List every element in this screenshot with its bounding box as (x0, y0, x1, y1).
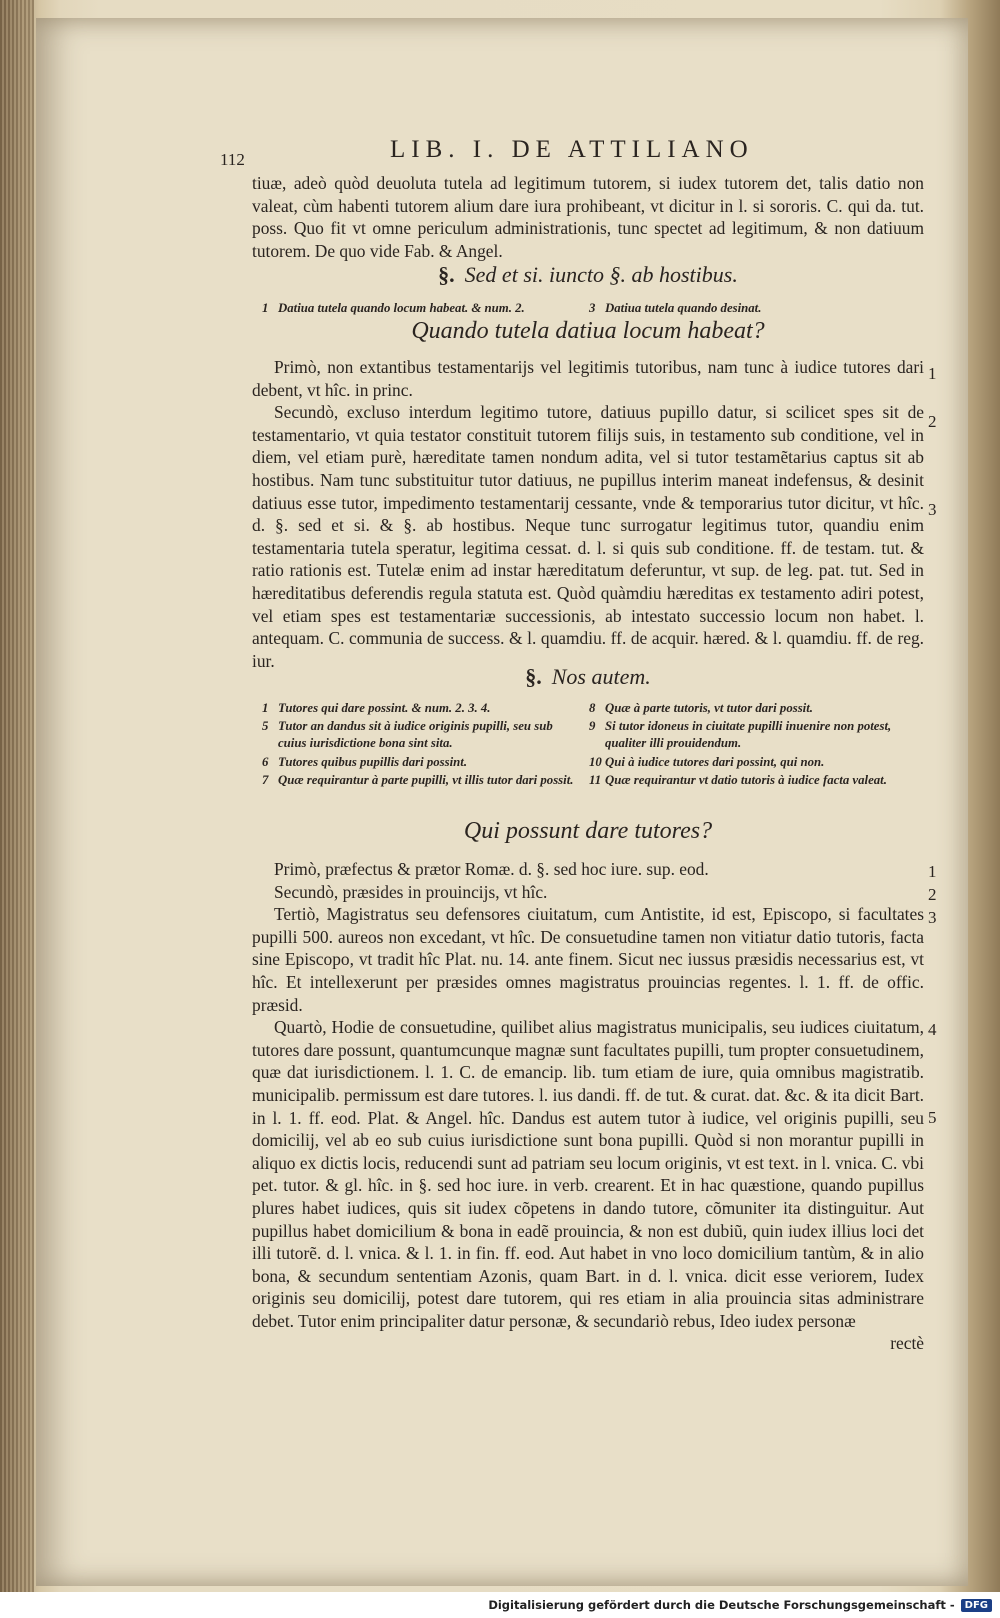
summary-item: 1 Datiua tutela quando locum habeat. & num. 2. (262, 301, 525, 315)
section-1-body (252, 356, 924, 672)
margin-number: 3 (928, 908, 937, 927)
section-heading-1 (252, 262, 924, 288)
summary-item: 5 Tutor an dandus sit à iudice originis pupilli, seu sub cuius iurisdictione bona sint sita. (262, 719, 553, 751)
section-mark: §. (438, 262, 455, 287)
summary-item: 1 Tutores qui dare possint. & num. 2. 3. 4. (262, 701, 491, 715)
summary-item: 9 Si tutor idoneus in ciuitate pupilli inuenire non potest, qualiter illi prouidendum. (589, 719, 892, 751)
footer-credit: Digitalisierung gefördert durch die Deutsche Forschungsgemeinschaft - (488, 1598, 955, 1612)
page-number: 112 (220, 150, 245, 169)
summary-1 (262, 300, 916, 318)
summary-2 (262, 700, 916, 790)
paragraph: Tertiò, Magistratus seu defensores ciuitatum, cum Antistite, id est, Episcopo, si facultates pupilli 500. aureos non excedant, vt hîc. De consuetudine tamen non vitiatur datio tutoris, facta sine Episcopo, vt tradit hîc Plat. nu. 14. ante finem. Sicut nec iussus præsidis necessarius est, vt hîc. Et intellexerunt per præsides omnes magistratus prouincias regentes. l. 1. ff. de offic. præsid. (252, 904, 924, 1015)
running-head: LIB. I. DE ATTILIANO (390, 136, 754, 163)
question-heading-2: Qui possunt dare tutores? (463, 818, 713, 844)
summary-item: 10 Qui à iudice tutores dari possint, qui non. (589, 754, 825, 769)
paragraph: Secundò, excluso interdum legitimo tutore, datiuus pupillo datur, si scilicet spes sit de testamentario, vt quia testator constituit tutorem filijs suis, in testamento sub conditione, vel in diem, vel etiam purè, hæreditate tamen nondum adita, vel si tutor testamẽtarius captus sit ab hostibus. Nam tunc substituitur tutor datiuus, ne pupillus interim maneat indefensus, & desinit datiuus esse tutor, impedimento testamentarij cessante, vnde & temporarius tutor dicitur, vt hîc. d. §. sed et si. & §. ab hostibus. Neque tunc surrogatur legitimus tutor, quandiu enim testamentaria tutela speratur, legitima cessat. d. l. si quis sub conditione. ff. de testam. tut. & ratio rationis est. Tutelæ enim ad instar hæreditatum deferuntur, vt sup. de leg. pat. tut. Sed in hæreditatibus deferendis regula statuta est. Quòd quàmdiu hæreditas ex testamento adiri potest, vel etiam spes est testamentariæ successionis, ab intestato successio locum non habet. l. antequam. C. communia de success. & l. quamdiu. ff. de acquir. hæred. & l. quamdiu. ff. de reg. iur. (252, 402, 924, 671)
margin-number: 4 (928, 1020, 937, 1039)
margin-number: 1 (928, 364, 937, 383)
summary-item: 11 Quæ requirantur vt datio tutoris à iudice facta valeat. (589, 772, 887, 787)
paragraph: Primò, præfectus & prætor Romæ. d. §. sed hoc iure. sup. eod. (274, 859, 709, 879)
section-2-body (252, 858, 924, 1355)
section-mark: §. (525, 664, 542, 689)
page-edges (0, 0, 34, 1592)
summary-item: 8 Quæ à parte tutoris, vt tutor dari possit. (589, 701, 813, 715)
paragraph: Secundò, præsides in prouincijs, vt hîc. (274, 881, 548, 902)
digitization-footer (0, 1592, 1000, 1618)
margin-number: 5 (928, 1108, 937, 1127)
catchword: rectè (890, 1333, 924, 1354)
summary-item: 6 Tutores quibus pupillis dari possint. (262, 754, 468, 769)
intro-text: tiuæ, adeò quòd deuoluta tutela ad legitimum tutorem, si iudex tutorem det, talis datio non valeat, cùm habenti tutorem alium dare iura prohibeant, vt dicitur in l. si sororis. C. qui da. tut. poss. Quo fit vt omne periculum administrationis, tunc spectet ad legitimum, & non datiuum tutorem. De quo vide Fab. & Angel. (252, 173, 924, 261)
margin-number: 2 (928, 885, 937, 904)
section-title: Nos autem. (551, 664, 651, 689)
margin-number: 1 (928, 862, 937, 881)
intro-paragraph (252, 172, 924, 262)
question-heading-1: Quando tutela datiua locum habeat? (411, 318, 765, 344)
section-title: Sed et si. iuncto §. ab hostibus. (464, 262, 738, 287)
summary-item: 3 Datiua tutela quando desinat. (589, 301, 762, 315)
paragraph: Primò, non extantibus testamentarijs vel legitimis tutoribus, nam tunc à iudice tutores dari debent, vt hîc. in princ. (252, 357, 924, 400)
margin-number: 2 (928, 412, 937, 431)
section-heading-2 (252, 664, 924, 690)
margin-number: 3 (928, 500, 937, 519)
summary-item: 7 Quæ requirantur à parte pupilli, vt illis tutor dari possit. (262, 772, 574, 787)
dfg-logo: DFG (961, 1599, 992, 1612)
paragraph: Quartò, Hodie de consuetudine, quilibet alius magistratus municipalis, seu iudices ciuitatum, tutores dare possunt, quantumcunque magnæ sunt facultates pupilli, tum propter consuetudinem, quæ dat iurisdictionem. l. 1. C. de emancip. lib. tum etiam de iure, quia omnibus magistratib. municipalib. permissum est dare tutores. l. ius dandi. ff. de tut. & curat. dat. &c. & ita dicit Bart. in l. 1. ff. eod. Plat. & Angel. hîc. Dandus est autem tutor à iudice, vel originis pupilli, seu domicilij, vel ab eo sub cuius iurisdictione sunt bona pupilli. Quòd si non morantur pupilli in aliquo ex dictis locis, reducendi sunt ad patriam seu locum originis, vt est text. in l. vnica. C. vbi pet. tutor. & gl. hîc. in §. sed hoc iure. in verb. crearent. Et in hac quæstione, quando pupillus plures habet iudices, quis sit iudex cõpetens in dando tutore, cõmuniter ita distinguitur. Aut pupillus habet domicilium & bona in eadẽ prouincia, & non est dubiũ, quin iudex illius loci det illi tutorẽ. d. l. vnica. & l. 1. in fin. ff. eod. Aut habet in vno loco domicilium tantùm, & in alio bona, & secundum sententiam Azonis, quam Bart. in d. l. vnica. dicit esse veriorem, Iudex originis seu domicilij, potest dare tutorem, qui res etiam in alia prouincia sitas administrare debet. Tutor enim principaliter datur personæ, & secundariò rebus, Ideo iudex personæ (252, 1017, 924, 1331)
